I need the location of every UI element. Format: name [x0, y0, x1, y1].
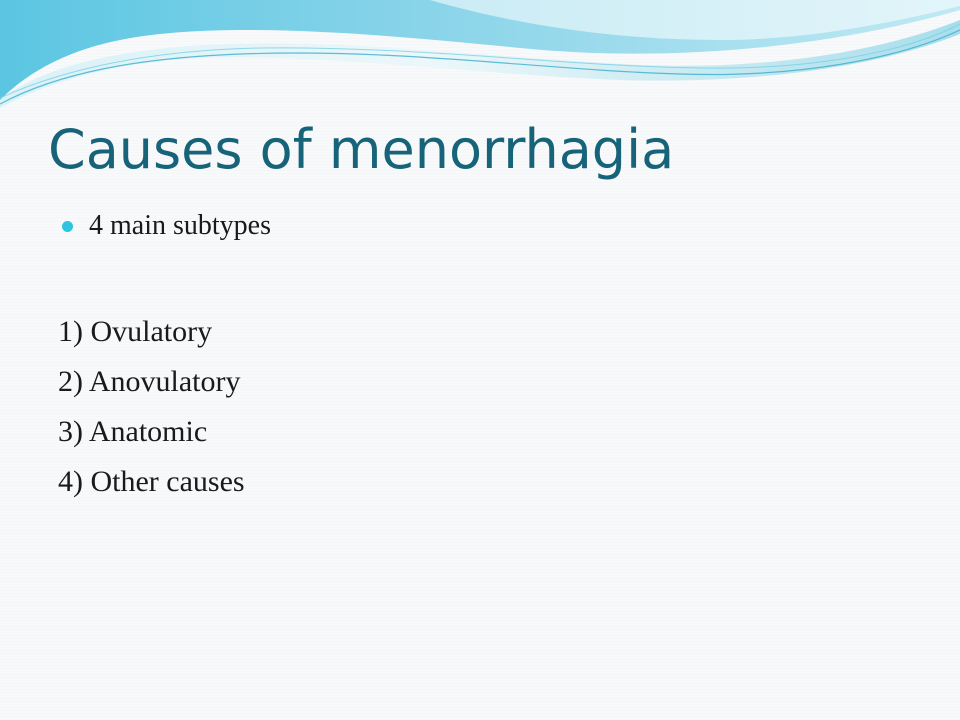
- slide-title: Causes of menorrhagia: [48, 118, 675, 181]
- bullet-text: 4 main subtypes: [89, 210, 271, 241]
- subtype-item-3: 3) Anatomic: [58, 415, 208, 448]
- subtype-item-1: 1) Ovulatory: [58, 315, 213, 348]
- header-wave-decoration: [0, 0, 960, 120]
- bullet-dot-icon: [62, 221, 73, 232]
- subtype-item-2: 2) Anovulatory: [58, 365, 241, 398]
- subtype-item-4: 4) Other causes: [58, 465, 245, 498]
- subtype-list: [58, 307, 245, 507]
- bullet-item: [62, 210, 271, 242]
